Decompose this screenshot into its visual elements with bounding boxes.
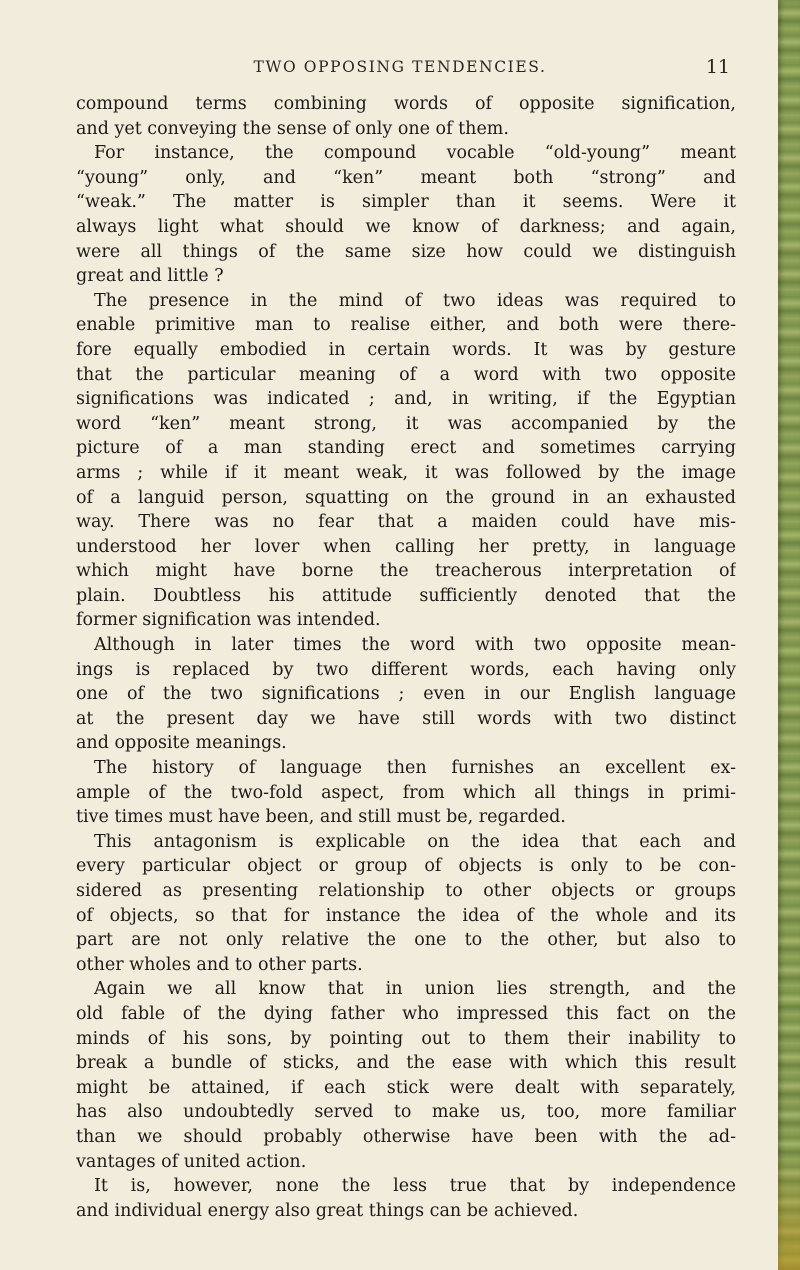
text-line: picture of a man standing erect and sometimes carrying: [76, 438, 736, 459]
text-line: Although in later times the word with two opposite mean-: [94, 635, 736, 656]
text-line: at the present day we have still words with two distinct: [76, 708, 736, 729]
text-line: and individual energy also great things can be achieved.: [76, 1200, 579, 1221]
text-line: minds of his sons, by pointing out to them their inability to: [76, 1028, 736, 1049]
text-line: understood her lover when calling her pretty, in language: [76, 536, 736, 557]
text-line: The presence in the mind of two ideas was required to: [94, 290, 736, 311]
text-line: significations was indicated ; and, in writing, if the Egyptian: [76, 389, 736, 410]
body-text: [76, 92, 736, 1223]
text-line: ample of the two-fold aspect, from which all things in primi-: [76, 782, 736, 803]
text-line: The history of language then furnishes an excellent ex-: [94, 758, 736, 779]
text-line: part are not only relative the one to the other, but also to: [76, 930, 736, 951]
text-line: break a bundle of sticks, and the ease with which this result: [76, 1053, 736, 1074]
text-line: every particular object or group of objects is only to be con-: [76, 856, 736, 877]
text-line: arms ; while if it meant weak, it was followed by the image: [76, 462, 736, 483]
text-line: of a languid person, squatting on the ground in an exhausted: [76, 487, 736, 508]
text-line: fore equally embodied in certain words. It was by gesture: [76, 339, 736, 360]
text-line: of objects, so that for instance the idea of the whole and its: [76, 905, 736, 926]
text-line: Again we all know that in union lies strength, and the: [94, 979, 736, 1000]
text-line: one of the two significations ; even in our English language: [76, 684, 736, 705]
text-line: “weak.” The matter is simpler than it seems. Were it: [76, 192, 736, 213]
text-line: tive times must have been, and still must be, regarded.: [76, 807, 566, 828]
text-line: plain. Doubtless his attitude sufficiently denoted that the: [76, 585, 736, 606]
text-line: sidered as presenting relationship to other objects or groups: [76, 881, 736, 901]
running-head: TWO OPPOSING TENDENCIES.: [253, 58, 547, 76]
text-line: way. There was no fear that a maiden could have mis-: [76, 512, 736, 533]
text-line: vantages of united action.: [76, 1151, 307, 1172]
page-number: 11: [705, 56, 730, 78]
text-line: and yet conveying the sense of only one of them.: [76, 118, 509, 139]
text-line: “young” only, and “ken” meant both “strong” and: [76, 167, 736, 188]
page-edge-binding: [778, 0, 800, 1270]
text-line: and opposite meanings.: [76, 733, 287, 754]
text-line: compound terms combining words of opposite signification,: [76, 94, 736, 114]
text-line: For instance, the compound vocable “old-young” meant: [94, 143, 736, 164]
text-line: This antagonism is explicable on the idea that each and: [94, 831, 736, 852]
text-line: that the particular meaning of a word with two opposite: [76, 364, 736, 385]
text-line: were all things of the same size how could we distinguish: [76, 241, 736, 262]
text-line: old fable of the dying father who impressed this fact on the: [76, 1003, 736, 1024]
text-line: ings is replaced by two different words, each having only: [76, 659, 736, 680]
text-line: It is, however, none the less true that by independence: [94, 1176, 736, 1197]
text-line: might be attained, if each stick were dealt with separately,: [76, 1077, 736, 1098]
text-line: which might have borne the treacherous interpretation of: [76, 561, 736, 582]
text-line: has also undoubtedly served to make us, too, more familiar: [76, 1102, 736, 1123]
text-line: great and little ?: [76, 266, 224, 287]
page-header: [70, 58, 730, 88]
text-line: always light what should we know of darkness; and again,: [76, 216, 736, 237]
text-line: than we should probably otherwise have been with the ad-: [76, 1126, 736, 1147]
text-line: enable primitive man to realise either, and both were there-: [76, 315, 736, 336]
text-line: former signification was intended.: [76, 610, 381, 631]
text-line: word “ken” meant strong, it was accompanied by the: [76, 413, 736, 434]
text-line: other wholes and to other parts.: [76, 954, 363, 975]
